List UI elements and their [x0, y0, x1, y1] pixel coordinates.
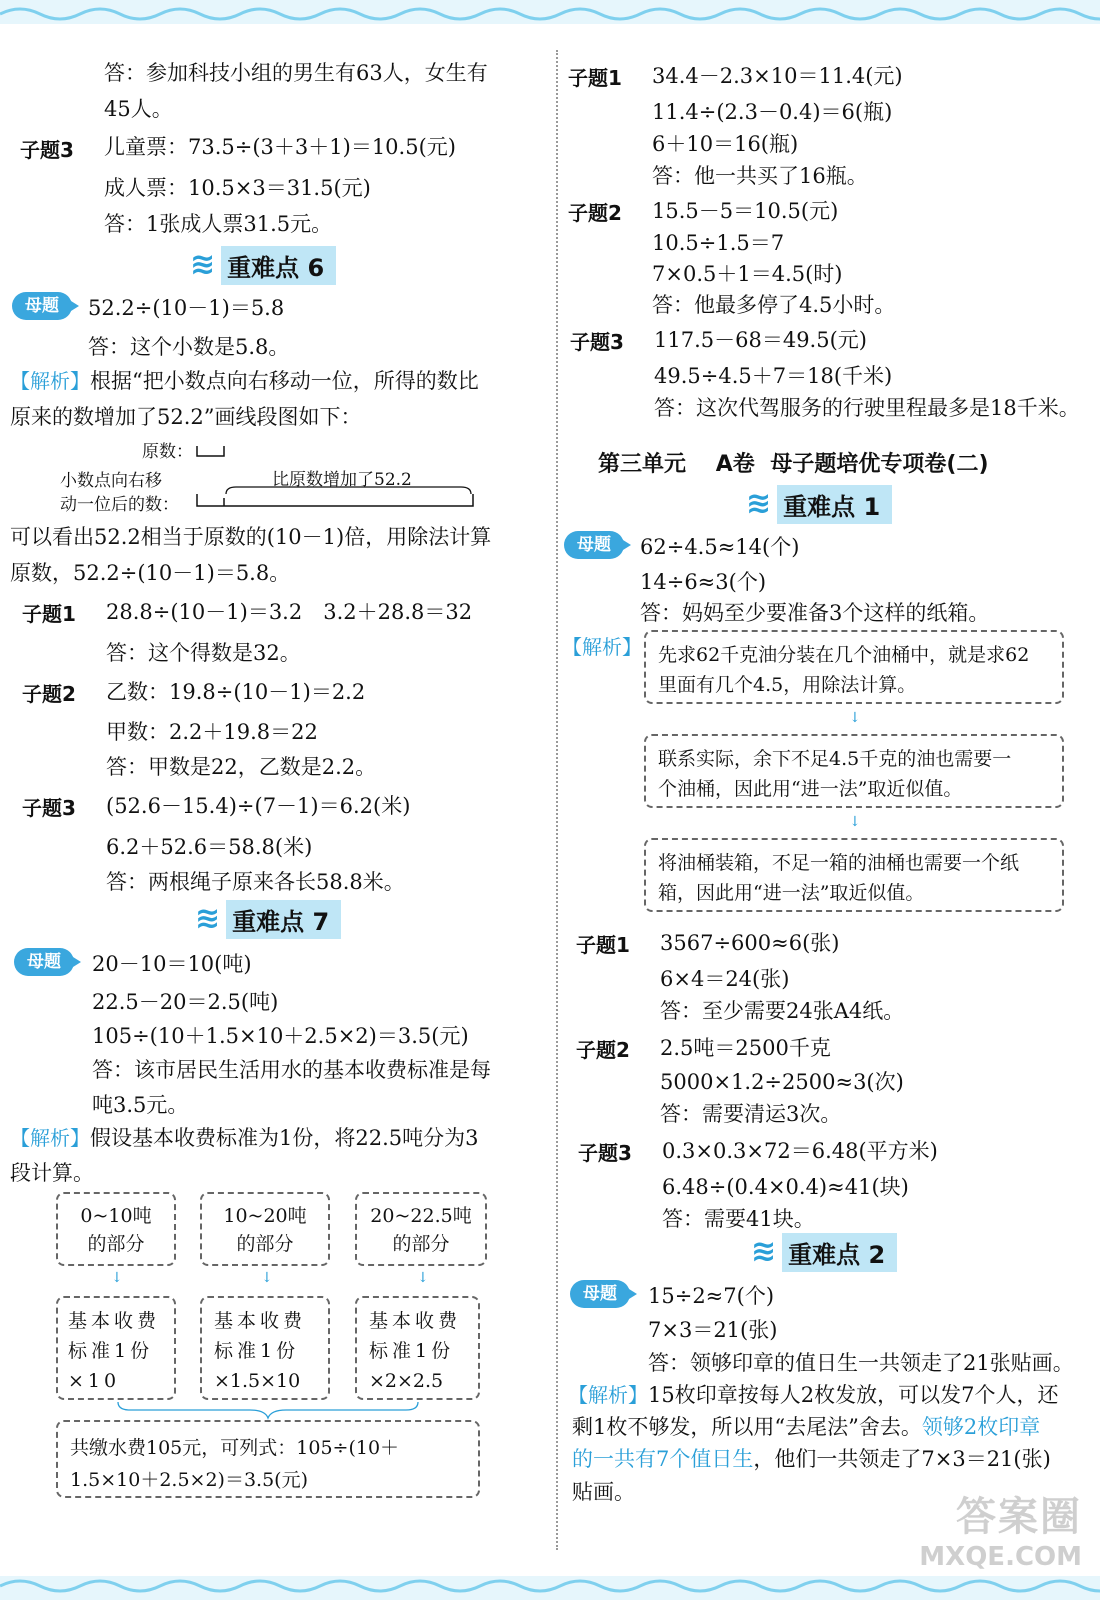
section-heading-6: ≋ 重难点 6: [190, 248, 336, 282]
wave-icon: ≋: [751, 1234, 777, 1269]
analysis-line: 原来的数增加了52.2”画线段图如下：: [10, 405, 362, 429]
solution-line: 15.5－5＝10.5(元): [652, 199, 839, 223]
arrow-down-icon: ↓: [849, 710, 861, 726]
solution-line: 成人票：10.5×3＝31.5(元): [104, 176, 371, 200]
subquestion-label: 子题2: [22, 682, 76, 706]
solution-line: 6.48÷(0.4×0.4)≈41(块): [662, 1175, 909, 1199]
solution-line: 22.5－20＝2.5(吨): [92, 990, 279, 1014]
subquestion-label: 子题3: [578, 1141, 632, 1165]
section-heading-7: ≋ 重难点 7: [195, 902, 341, 936]
analysis-step-box-2: 联系实际，余下不足4.5千克的油也需要一 个油桶，因此用“进一法”取近似值。: [644, 734, 1064, 808]
analysis-line: 贴画。: [572, 1480, 635, 1504]
brace-connector: [100, 1400, 440, 1422]
segment-box-0-10: 0~10吨 的部分: [56, 1192, 176, 1266]
solution-line: 6.2＋52.6＝58.8(米): [106, 835, 313, 859]
moved-segment: [196, 484, 476, 510]
analysis-line: 【解析】根据“把小数点向右移动一位，所得的数比: [10, 369, 479, 393]
wave-icon: ≋: [195, 901, 221, 936]
solution-line: 6×4＝24(张): [660, 967, 790, 991]
answer-line: 答：他一共买了16瓶。: [652, 164, 868, 188]
subquestion-label: 子题1: [576, 933, 630, 957]
solution-line: 7×0.5＋1＝4.5(时): [652, 262, 843, 286]
solution-line: 15÷2≈7(个): [648, 1284, 775, 1308]
arrow-down-icon: ↓: [417, 1270, 429, 1286]
fee-box-1: 基本收费 标准1份 ×10: [56, 1296, 176, 1400]
original-segment: [196, 444, 226, 458]
solution-line: (52.6－15.4)÷(7－1)＝6.2(米): [106, 794, 411, 818]
segment-box-20-22-5: 20~22.5吨 的部分: [355, 1192, 487, 1266]
fee-box-2: 基本收费 标准1份 ×1.5×10: [200, 1296, 330, 1400]
answer-line: 答：参加科技小组的男生有63人，女生有: [104, 61, 488, 85]
solution-line: 乙数：19.8÷(10－1)＝2.2: [106, 680, 366, 704]
solution-line: 6＋10＝16(瓶): [652, 132, 799, 156]
solution-line: 34.4－2.3×10＝11.4(元): [652, 64, 903, 88]
column-divider: [556, 50, 558, 1550]
unit-title: 第三单元 A卷 母子题培优专项卷(二): [598, 452, 989, 477]
analysis-line: 的一共有7个值日生，他们一共领走了7×3＝21(张): [572, 1447, 1051, 1471]
solution-line: 0.3×0.3×72＝6.48(平方米): [662, 1139, 938, 1163]
arrow-down-icon: ↓: [261, 1270, 273, 1286]
solution-line: 49.5÷4.5＋7＝18(千米): [654, 364, 893, 388]
analysis-step-box-3: 将油桶装箱，不足一箱的油桶也需要一个纸 箱，因此用“进一法”取近似值。: [644, 838, 1064, 912]
analysis-line: 可以看出52.2相当于原数的(10－1)倍，用除法计算: [10, 525, 492, 549]
subquestion-label: 子题1: [22, 602, 76, 626]
answer-line: 答：需要41块。: [662, 1207, 815, 1231]
fee-box-3: 基本收费 标准1份 ×2×2.5: [355, 1296, 480, 1400]
section-heading-2: ≋ 重难点 2: [751, 1235, 897, 1269]
analysis-label: 【解析】: [562, 635, 642, 659]
arrow-down-icon: ↓: [849, 814, 861, 830]
subquestion-label: 子题3: [22, 796, 76, 820]
solution-line: 7×3＝21(张): [648, 1318, 778, 1342]
subquestion-label: 子题1: [568, 66, 622, 90]
answer-line: 答：妈妈至少要准备3个这样的纸箱。: [640, 601, 990, 625]
analysis-line: 【解析】15枚印章按每人2枚发放，可以发7个人，还: [568, 1383, 1059, 1407]
mother-question-badge: 母题: [564, 531, 624, 559]
section-heading-1: ≋ 重难点 1: [746, 487, 892, 521]
arrow-down-icon: ↓: [111, 1270, 123, 1286]
answer-line: 答：这次代驾服务的行驶里程最多是18千米。: [654, 396, 1080, 420]
solution-line: 52.2÷(10－1)＝5.8: [88, 296, 285, 320]
subquestion-label: 子题3: [20, 138, 74, 162]
solution-line: 3567÷600≈6(张): [660, 931, 840, 955]
total-formula-box: 共缴水费105元，可列式：105÷(10＋ 1.5×10＋2.5×2)＝3.5(元): [56, 1420, 480, 1498]
solution-line: 11.4÷(2.3－0.4)＝6(瓶): [652, 100, 893, 124]
subquestion-label: 子题3: [570, 330, 624, 354]
mother-question-badge: 母题: [570, 1280, 630, 1308]
subquestion-label: 子题2: [568, 201, 622, 225]
mother-question-badge: 母题: [14, 948, 74, 976]
solution-line: 儿童票：73.5÷(3＋3＋1)＝10.5(元): [104, 135, 456, 159]
answer-line: 答：甲数是22，乙数是2.2。: [106, 755, 377, 779]
solution-line: 62÷4.5≈14(个): [640, 535, 800, 559]
analysis-label: 【解析】: [10, 369, 90, 393]
solution-line: 28.8÷(10－1)＝3.2 3.2＋28.8＝32: [106, 600, 473, 624]
diagram-moved-label-1: 小数点向右移: [60, 471, 162, 491]
analysis-label: 【解析】: [10, 1126, 90, 1150]
wave-icon: ≋: [746, 486, 772, 521]
analysis-line: 【解析】假设基本收费标准为1份，将22.5吨分为3: [10, 1126, 479, 1150]
diagram-moved-label-2: 动一位后的数：: [60, 495, 179, 515]
answer-line: 答：至少需要24张A4纸。: [660, 999, 905, 1023]
answer-line: 答：该市居民生活用水的基本收费标准是每: [92, 1058, 491, 1082]
solution-line: 117.5－68＝49.5(元): [654, 328, 867, 352]
diagram-increase-label: 比原数增加了52.2: [272, 470, 412, 490]
analysis-line: 段计算。: [10, 1161, 94, 1185]
solution-line: 20－10＝10(吨): [92, 952, 252, 976]
analysis-step-box-1: 先求62千克油分装在几个油桶中，就是求62 里面有几个4.5，用除法计算。: [644, 630, 1064, 704]
analysis-label: 【解析】: [568, 1383, 648, 1407]
answer-line: 答：他最多停了4.5小时。: [652, 293, 896, 317]
bottom-wave-border: [0, 1576, 1100, 1600]
answer-line: 吨3.5元。: [92, 1093, 189, 1117]
solution-line: 甲数：2.2＋19.8＝22: [106, 720, 318, 744]
wave-icon: ≋: [190, 247, 216, 282]
answer-line: 答：需要清运3次。: [660, 1102, 842, 1126]
answer-line: 45人。: [104, 97, 173, 121]
answer-line: 答：领够印章的值日生一共领走了21张贴画。: [648, 1351, 1074, 1375]
answer-line: 答：1张成人票31.5元。: [104, 212, 333, 236]
solution-line: 10.5÷1.5＝7: [652, 231, 785, 255]
watermark-logo: 答案圈 MXQE.COM: [919, 1494, 1082, 1572]
segment-box-10-20: 10~20吨 的部分: [200, 1192, 330, 1266]
subquestion-label: 子题2: [576, 1038, 630, 1062]
diagram-original-label: 原数：: [142, 442, 193, 462]
solution-line: 14÷6≈3(个): [640, 570, 767, 594]
mother-question-badge: 母题: [12, 292, 72, 320]
top-wave-border: [0, 0, 1100, 24]
answer-line: 答：两根绳子原来各长58.8米。: [106, 870, 405, 894]
analysis-line: 原数，52.2÷(10－1)＝5.8。: [10, 561, 291, 585]
analysis-line: 剩1枚不够发，所以用“去尾法”舍去。领够2枚印章: [572, 1415, 1041, 1439]
solution-line: 5000×1.2÷2500≈3(次): [660, 1070, 904, 1094]
solution-line: 2.5吨＝2500千克: [660, 1036, 831, 1060]
solution-line: 105÷(10＋1.5×10＋2.5×2)＝3.5(元): [92, 1024, 469, 1048]
answer-line: 答：这个小数是5.8。: [88, 335, 290, 359]
answer-line: 答：这个得数是32。: [106, 641, 301, 665]
